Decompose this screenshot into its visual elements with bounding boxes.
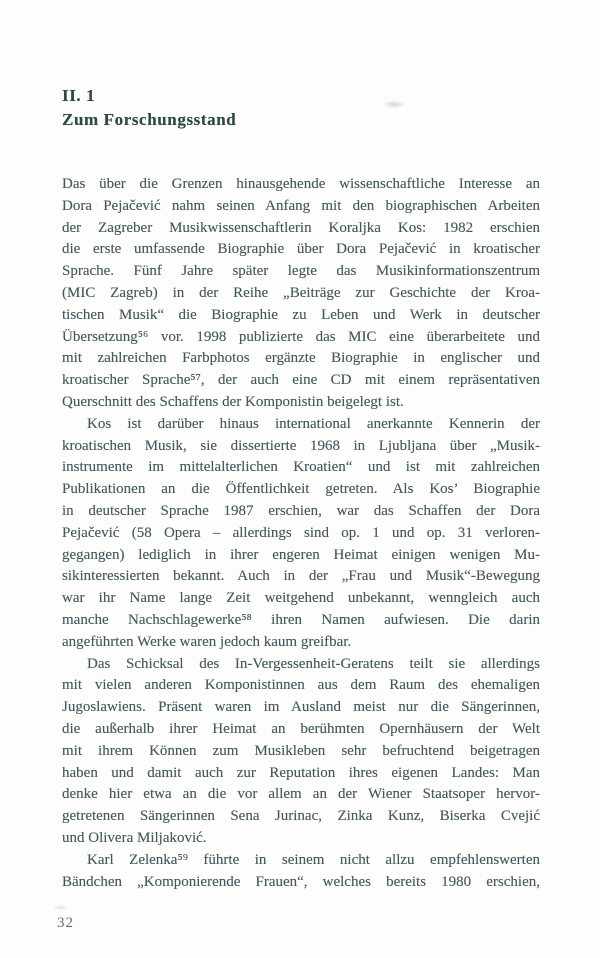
section-title: Zum Forschungsstand <box>62 110 237 129</box>
text-line: die außerhalb ihrer Heimat an berühmten Opernhäusern der Welt <box>62 720 540 737</box>
text-line: die erste umfassende Biographie über Dora Pejačević in kroatischer <box>62 241 540 258</box>
text-line: haben und damit auch zur Reputation ihres eigenen Landes: Man <box>62 764 540 781</box>
text-line: Jugoslawiens. Präsent waren im Ausland meist nur die Sängerinnen, <box>62 699 540 716</box>
page-body <box>62 174 540 893</box>
text-line: kroatischen Musik, sie dissertierte 1968 in Ljubljana über „Musik- <box>62 437 540 454</box>
paragraph-1 <box>62 174 540 414</box>
text-line: Das über die Grenzen hinausgehende wissenschaftliche Interesse an <box>62 176 540 192</box>
text-line: Querschnitt des Schaffens der Komponistin beigelegt ist. <box>62 393 404 410</box>
text-line: Das Schicksal des In-Vergessenheit-Geratens teilt sie allerdings <box>87 655 540 672</box>
text-line: (MIC Zagreb) in der Reihe „Beiträge zur Geschichte der Kroa- <box>62 284 540 301</box>
text-line: instrumente im mittelalterlichen Kroatien“ und ist mit zahlreichen <box>62 459 540 476</box>
scan-smudge <box>382 100 406 109</box>
text-line: der Zagreber Musikwissenschaftlerin Koraljka Kos: 1982 erschien <box>62 219 540 236</box>
text-line: Übersetzung⁵⁶ vor. 1998 publizierte das MIC eine überarbeitete und <box>62 328 540 345</box>
paragraph-2 <box>62 414 540 654</box>
text-line: getretenen Sängerinnen Sena Jurinac, Zinka Kunz, Biserka Cvejić <box>62 808 540 825</box>
section-heading <box>62 84 236 132</box>
page-number: 32 <box>57 915 74 931</box>
text-line: gegangen) lediglich in ihrer engeren Heimat einigen wenigen Mu- <box>62 546 540 563</box>
text-line: Bändchen „Komponierende Frauen“, welches bereits 1980 erschien, <box>62 873 540 890</box>
text-line: mit vielen anderen Komponistinnen aus dem Raum des ehemaligen <box>62 677 540 694</box>
text-line: Dora Pejačević nahm seinen Anfang mit den biographischen Arbeiten <box>62 197 540 214</box>
text-line: manche Nachschlagewerke⁵⁸ ihren Namen aufwiesen. Die darin <box>62 611 540 628</box>
text-line: mit ihrem Können zum Musikleben sehr befruchtend beigetragen <box>62 742 540 759</box>
text-line: mit zahlreichen Farbphotos ergänzte Biographie in englischer und <box>62 350 540 367</box>
text-line: Karl Zelenka⁵⁹ führte in seinem nicht allzu empfehlenswerten <box>87 851 540 868</box>
text-line: kroatischer Sprache⁵⁷, der auch eine CD mit einem repräsentativen <box>62 372 540 389</box>
text-line: tischen Musik“ die Biographie zu Leben und Werk in deutscher <box>62 306 540 323</box>
text-line: und Olivera Miljaković. <box>62 829 207 846</box>
text-line: Pejačević (58 Opera – allerdings sind op. 1 und op. 31 verloren- <box>62 524 540 541</box>
text-line: in deutscher Sprache 1987 erschien, war das Schaffen der Dora <box>62 502 540 519</box>
scan-smudge <box>52 905 70 910</box>
text-line: Kos ist darüber hinaus international anerkannte Kennerin der <box>87 415 540 432</box>
section-number: II. 1 <box>62 86 96 105</box>
text-line: war ihr Name lange Zeit weitgehend unbekannt, wenngleich auch <box>62 590 540 607</box>
text-line: denke hier etwa an die vor allem an der Wiener Staatsoper hervor- <box>62 786 540 803</box>
text-line: sikinteressierten bekannt. Auch in der „Frau und Musik“-Bewegung <box>62 568 540 585</box>
text-line: Sprache. Fünf Jahre später legte das Musikinformationszentrum <box>62 263 540 280</box>
paragraph-3 <box>62 654 540 850</box>
text-line: Publikationen an die Öffentlichkeit getreten. Als Kos’ Biographie <box>62 481 540 498</box>
text-line: angeführten Werke waren jedoch kaum greifbar. <box>62 633 352 650</box>
paragraph-4 <box>62 850 540 894</box>
